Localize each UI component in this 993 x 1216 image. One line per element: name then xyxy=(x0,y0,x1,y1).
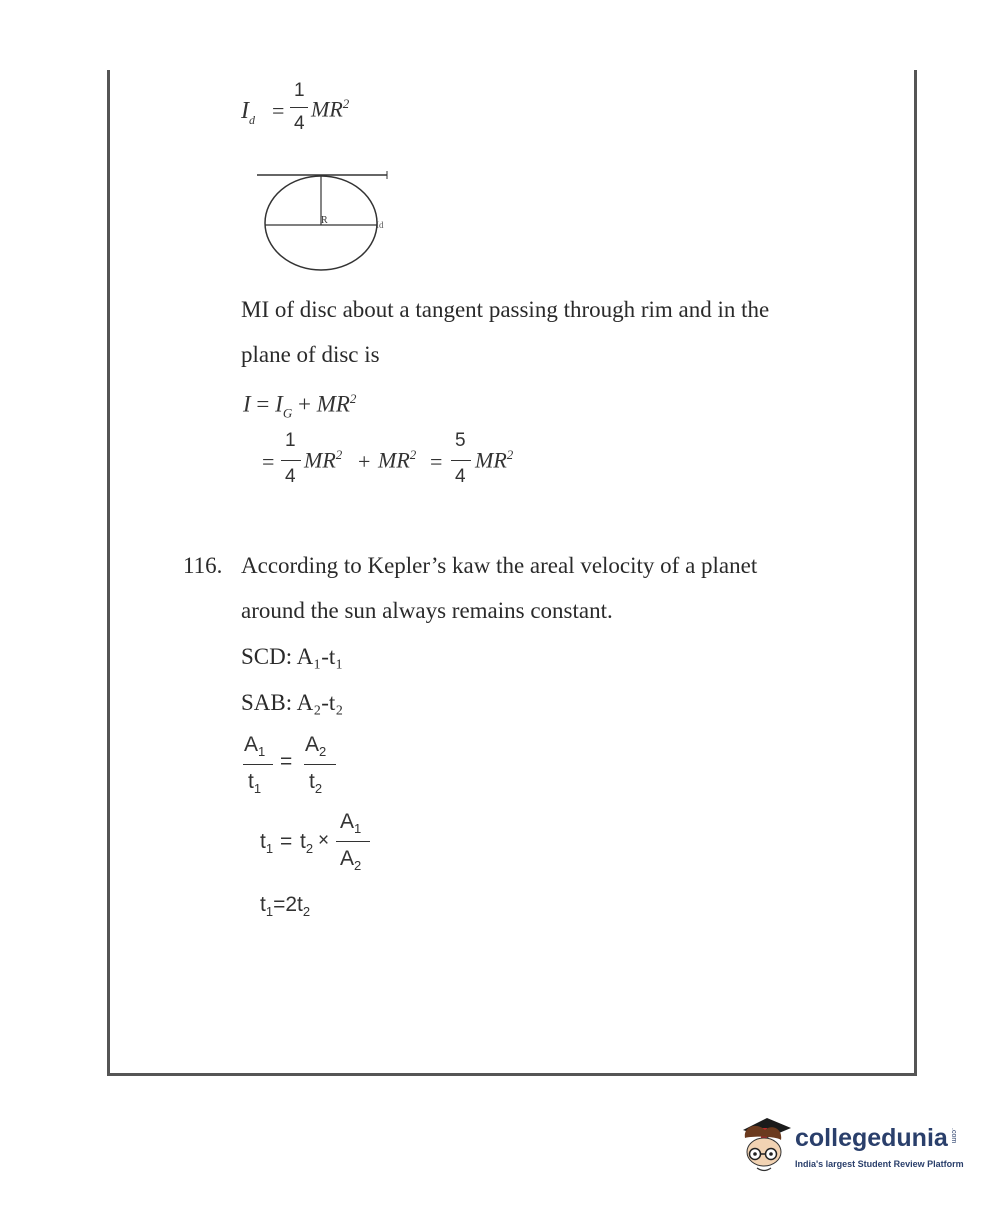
eq-id-den: 4 xyxy=(294,113,305,134)
ratio-equals: = xyxy=(280,750,293,773)
eq-id-lhs: $I_d$ xyxy=(241,98,255,127)
eq-t1-times: × xyxy=(318,830,330,851)
para1-line1: MI of disc about a tangent passing through rim and in the xyxy=(241,297,770,322)
equation-i: $I = I_G + MR^2$ xyxy=(243,391,357,421)
eq-id-num: 1 xyxy=(294,80,305,101)
eq-sum-plus: + xyxy=(358,449,371,474)
logo-dotcom: .com xyxy=(950,1128,957,1144)
eq-t1-equals: = xyxy=(280,830,293,853)
eq-t1-lhs: $t_1$ xyxy=(260,830,274,857)
eq-sum-equals1: = xyxy=(262,449,275,474)
mascot-icon xyxy=(737,1108,793,1180)
eq-sum-term3: $MR^2$ xyxy=(475,447,514,473)
eq-sum-fracline2 xyxy=(451,460,471,461)
eq-sum-num1: 1 xyxy=(285,430,296,451)
eq-t1-num: $A_1$ xyxy=(340,810,362,837)
eq-sum-fracline1 xyxy=(281,460,301,461)
eq-id-fracline xyxy=(290,107,308,108)
ratio-a1: $A_1$ xyxy=(244,733,266,760)
eq-sum-den2: 4 xyxy=(455,466,466,487)
eq-sum-term2: $MR^2$ xyxy=(378,447,417,473)
ratio-a2: $A_2$ xyxy=(305,733,327,760)
logo-tagline: India's largest Student Review Platform xyxy=(795,1159,964,1169)
q116-line2: around the sun always remains constant. xyxy=(241,598,613,623)
equation-final: $t_1=2t_2$ xyxy=(260,893,311,920)
radius-label: R xyxy=(321,215,328,226)
eq-sum-den1: 4 xyxy=(285,466,296,487)
q116-number: 116. xyxy=(183,553,223,578)
q116-sab: SAB: A₂-t₂ xyxy=(241,690,344,715)
ratio-t2: $t_2$ xyxy=(309,770,323,797)
eq-sum-equals2: = xyxy=(430,449,443,474)
ratio-fracline1 xyxy=(243,764,273,765)
eq-t1-den: $A_2$ xyxy=(340,847,362,874)
ratio-fracline2 xyxy=(304,764,336,765)
eq-id-equals: = xyxy=(272,98,285,123)
eq-sum-num2: 5 xyxy=(455,430,466,451)
q116-scd: SCD: A₁-t₁ xyxy=(241,644,344,669)
para1-line2: plane of disc is xyxy=(241,342,380,367)
eq-id-term: $MR^2$ xyxy=(311,96,350,122)
q116-line1: According to Kepler’s kaw the areal velocity of a planet xyxy=(241,553,758,578)
axis-label: Id xyxy=(376,220,384,230)
ratio-t1: $t_1$ xyxy=(248,770,262,797)
eq-t1-t2: $t_2$ xyxy=(300,830,314,857)
eq-t1-fracline xyxy=(336,841,370,842)
logo-wordmark: collegedunia xyxy=(795,1124,948,1152)
eq-sum-term1: $MR^2$ xyxy=(304,447,343,473)
disc-figure xyxy=(255,165,395,280)
